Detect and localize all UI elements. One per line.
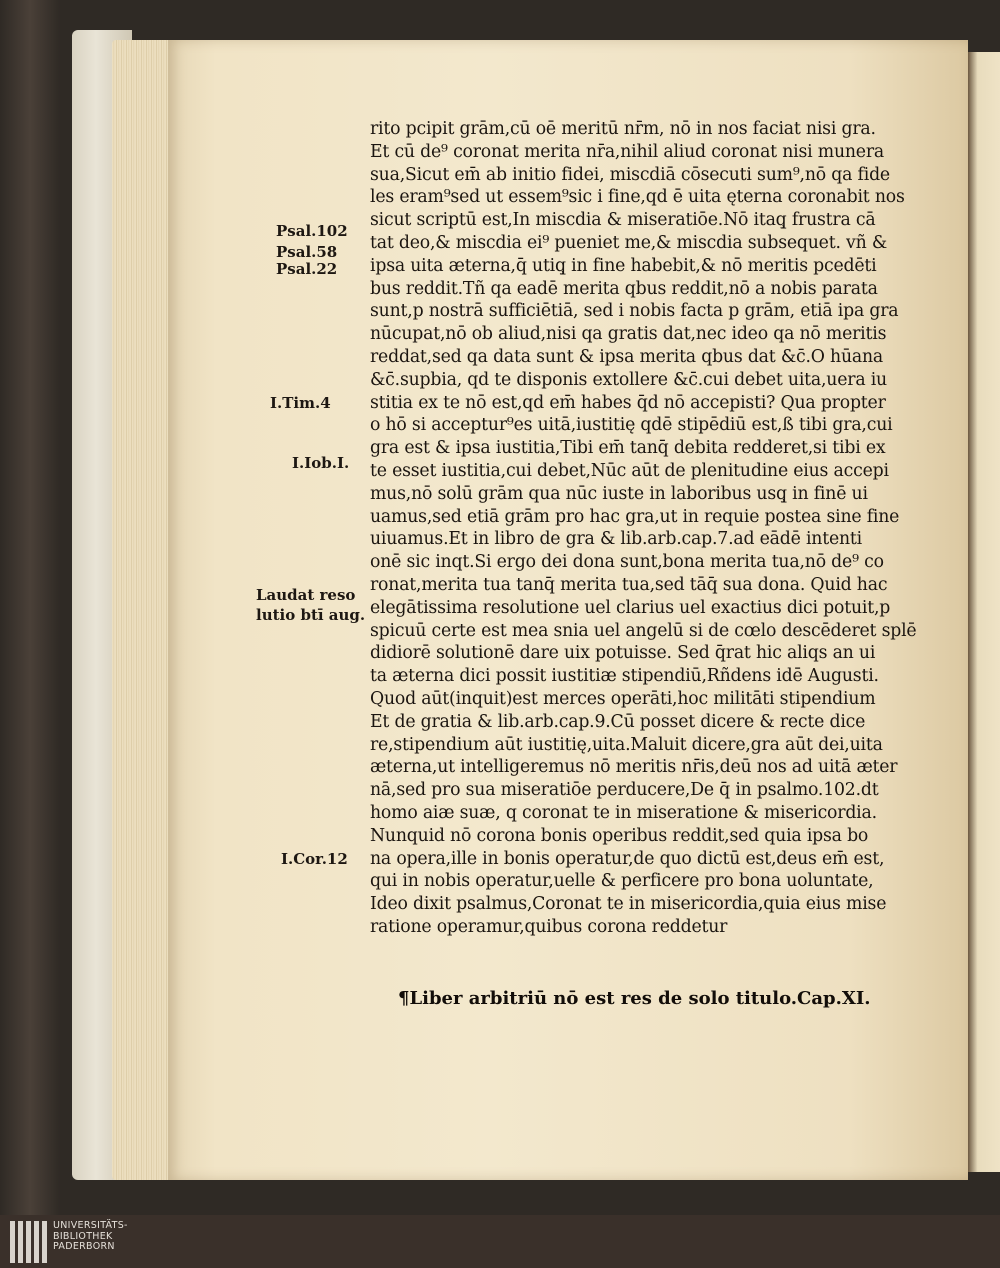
text-line: Nunquid nō corona bonis operibus reddit,sed quia ipsa bo — [370, 825, 869, 846]
text-line: elegātissima resolutione uel clarius uel exactius dici potuit,p — [370, 597, 891, 618]
margin-note: I.Iob.I. — [292, 454, 350, 472]
text-line: Et de gratia & lib.arb.cap.9.Cū posset dicere & recte dice — [370, 711, 866, 732]
text-line: qui in nobis operatur,uelle & perficere pro bona uoluntate, — [370, 871, 874, 892]
library-logo-icon — [10, 1221, 48, 1263]
margin-note: Psal.22 — [276, 260, 338, 278]
text-line: sua,Sicut em̄ ab initio fidei, miscdiā cōsecuti sum⁹,nō qa fide — [370, 164, 890, 185]
text-line: tat deo,& miscdia ei⁹ pueniet me,& miscdia subsequet. vñ & — [370, 232, 888, 253]
text-line: ronat,merita tua tanq̄ merita tua,sed tāq̄ sua dona. Quid hac — [370, 574, 888, 595]
text-line: spicuū certe est mea snia uel angelū si de cœlo descēderet splē — [370, 620, 917, 641]
text-line: reddat,sed qa data sunt & ipsa merita qbus dat &c̄.O hūana — [370, 346, 884, 367]
text-line: uiuamus.Et in libro de gra & lib.arb.cap.7.ad eādē intenti — [370, 529, 862, 550]
text-line: didiorē solutionē dare uix potuisse. Sed q̄rat hic aliqs an ui — [370, 643, 876, 664]
text-line: ratione operamur,quibus corona reddetur — [370, 916, 728, 937]
library-name — [53, 1221, 128, 1253]
margin-note: Psal.58 — [276, 243, 338, 261]
margin-note: Psal.102 — [276, 222, 348, 240]
text-line: nā,sed pro sua miseratiōe perducere,De q̄ in psalmo.102.dt — [370, 780, 879, 801]
text-line: te esset iustitia,cui debet,Nūc aūt de plenitudine eius accepi — [370, 460, 889, 481]
text-line: les eram⁹sed ut essem⁹sic i fine,qd ē uita ęterna coronabit nos — [370, 187, 905, 208]
text-line: mus,nō solū grām qua nūc iuste in laboribus usq̧ in finē ui — [370, 483, 868, 504]
chapter-heading: ¶Liber arbitriū nō est res de solo titulo.Cap.XI. — [398, 988, 871, 1009]
library-name-line: UNIVERSITÄTS- — [53, 1220, 128, 1231]
margin-note: I.Tim.4 — [270, 394, 331, 412]
text-line: uamus,sed etiā grām pro hac gra,ut in requie postea sine fine — [370, 506, 900, 527]
library-name-line: PADERBORN — [53, 1241, 115, 1252]
text-line: æterna,ut intelligeremus nō meritis nr̄is,deū nos ad uitā æter — [370, 757, 898, 778]
library-name-line: BIBLIOTHEK — [53, 1230, 113, 1242]
text-line: ipsa uita æterna,q̄ utiq̧ in fine habebit,& nō meritis pcedēti — [370, 255, 877, 276]
text-line: Et cū de⁹ coronat merita nr̄a,nihil aliud coronat nisi munera — [370, 141, 884, 162]
text-line: gra est & ipsa iustitia,Tibi em̄ tanq̄ debita redderet,si tibi ex — [370, 438, 886, 459]
text-line: stitia ex te nō est,qd em̄ habes q̄d nō accepisti? Qua propter — [370, 392, 886, 413]
text-line: re,stipendium aūt iustitię,uita.Maluit dicere,gra aūt dei,uita — [370, 734, 883, 755]
text-line: &c̄.supbia, qd te disponis extollere &c̄.cui debet uita,uera iu — [370, 369, 887, 390]
text-line: na opera,ille in bonis operatur,de quo dictū est,deus em̄ est, — [370, 848, 885, 869]
margin-note: Laudat reso — [256, 586, 356, 604]
text-line: o hō si acceptur⁹es uitā,iustitię qdē stipēdiū est,ß tibi gra,cui — [370, 415, 893, 436]
text-line: rito pcipit grām,cū oē meritū nr̄m, nō in nos faciat nisi gra. — [370, 119, 876, 139]
text-line: sunt,p nostrā sufficiētiā, sed i nobis facta p grām, etiā ipa gra — [370, 301, 899, 322]
text-line: onē sic inqt.Si ergo dei dona sunt,bona merita tua,nō de⁹ co — [370, 552, 884, 573]
page-edges — [112, 40, 172, 1180]
margin-note: lutio btī aug. — [256, 606, 366, 624]
text-line: ta æterna dici possit iustitiæ stipendiū,Rñdens idē Augusti. — [370, 666, 879, 687]
text-line: homo aiæ suæ, q coronat te in miseratione & misericordia. — [370, 802, 877, 823]
text-line: bus reddit.Tñ qa eadē merita qbus reddit,nō a nobis parata — [370, 278, 878, 299]
facing-page-edge — [968, 52, 1000, 1172]
page-body-text — [370, 118, 917, 939]
text-line: nūcupat,nō ob aliud,nisi qa gratis dat,nec ideo qa nō meritis — [370, 324, 887, 345]
margin-note: I.Cor.12 — [281, 850, 348, 868]
text-line: sicut scriptū est,In miscdia & miseratiōe.Nō itaq̧ frustra cā — [370, 210, 876, 231]
footer-bar — [0, 1215, 1000, 1268]
text-line: Quod aūt(inquit)est merces operāti,hoc militāti stipendium — [370, 688, 876, 709]
text-line: Ideo dixit psalmus,Coronat te in misericordia,quia eius mise — [370, 894, 887, 915]
